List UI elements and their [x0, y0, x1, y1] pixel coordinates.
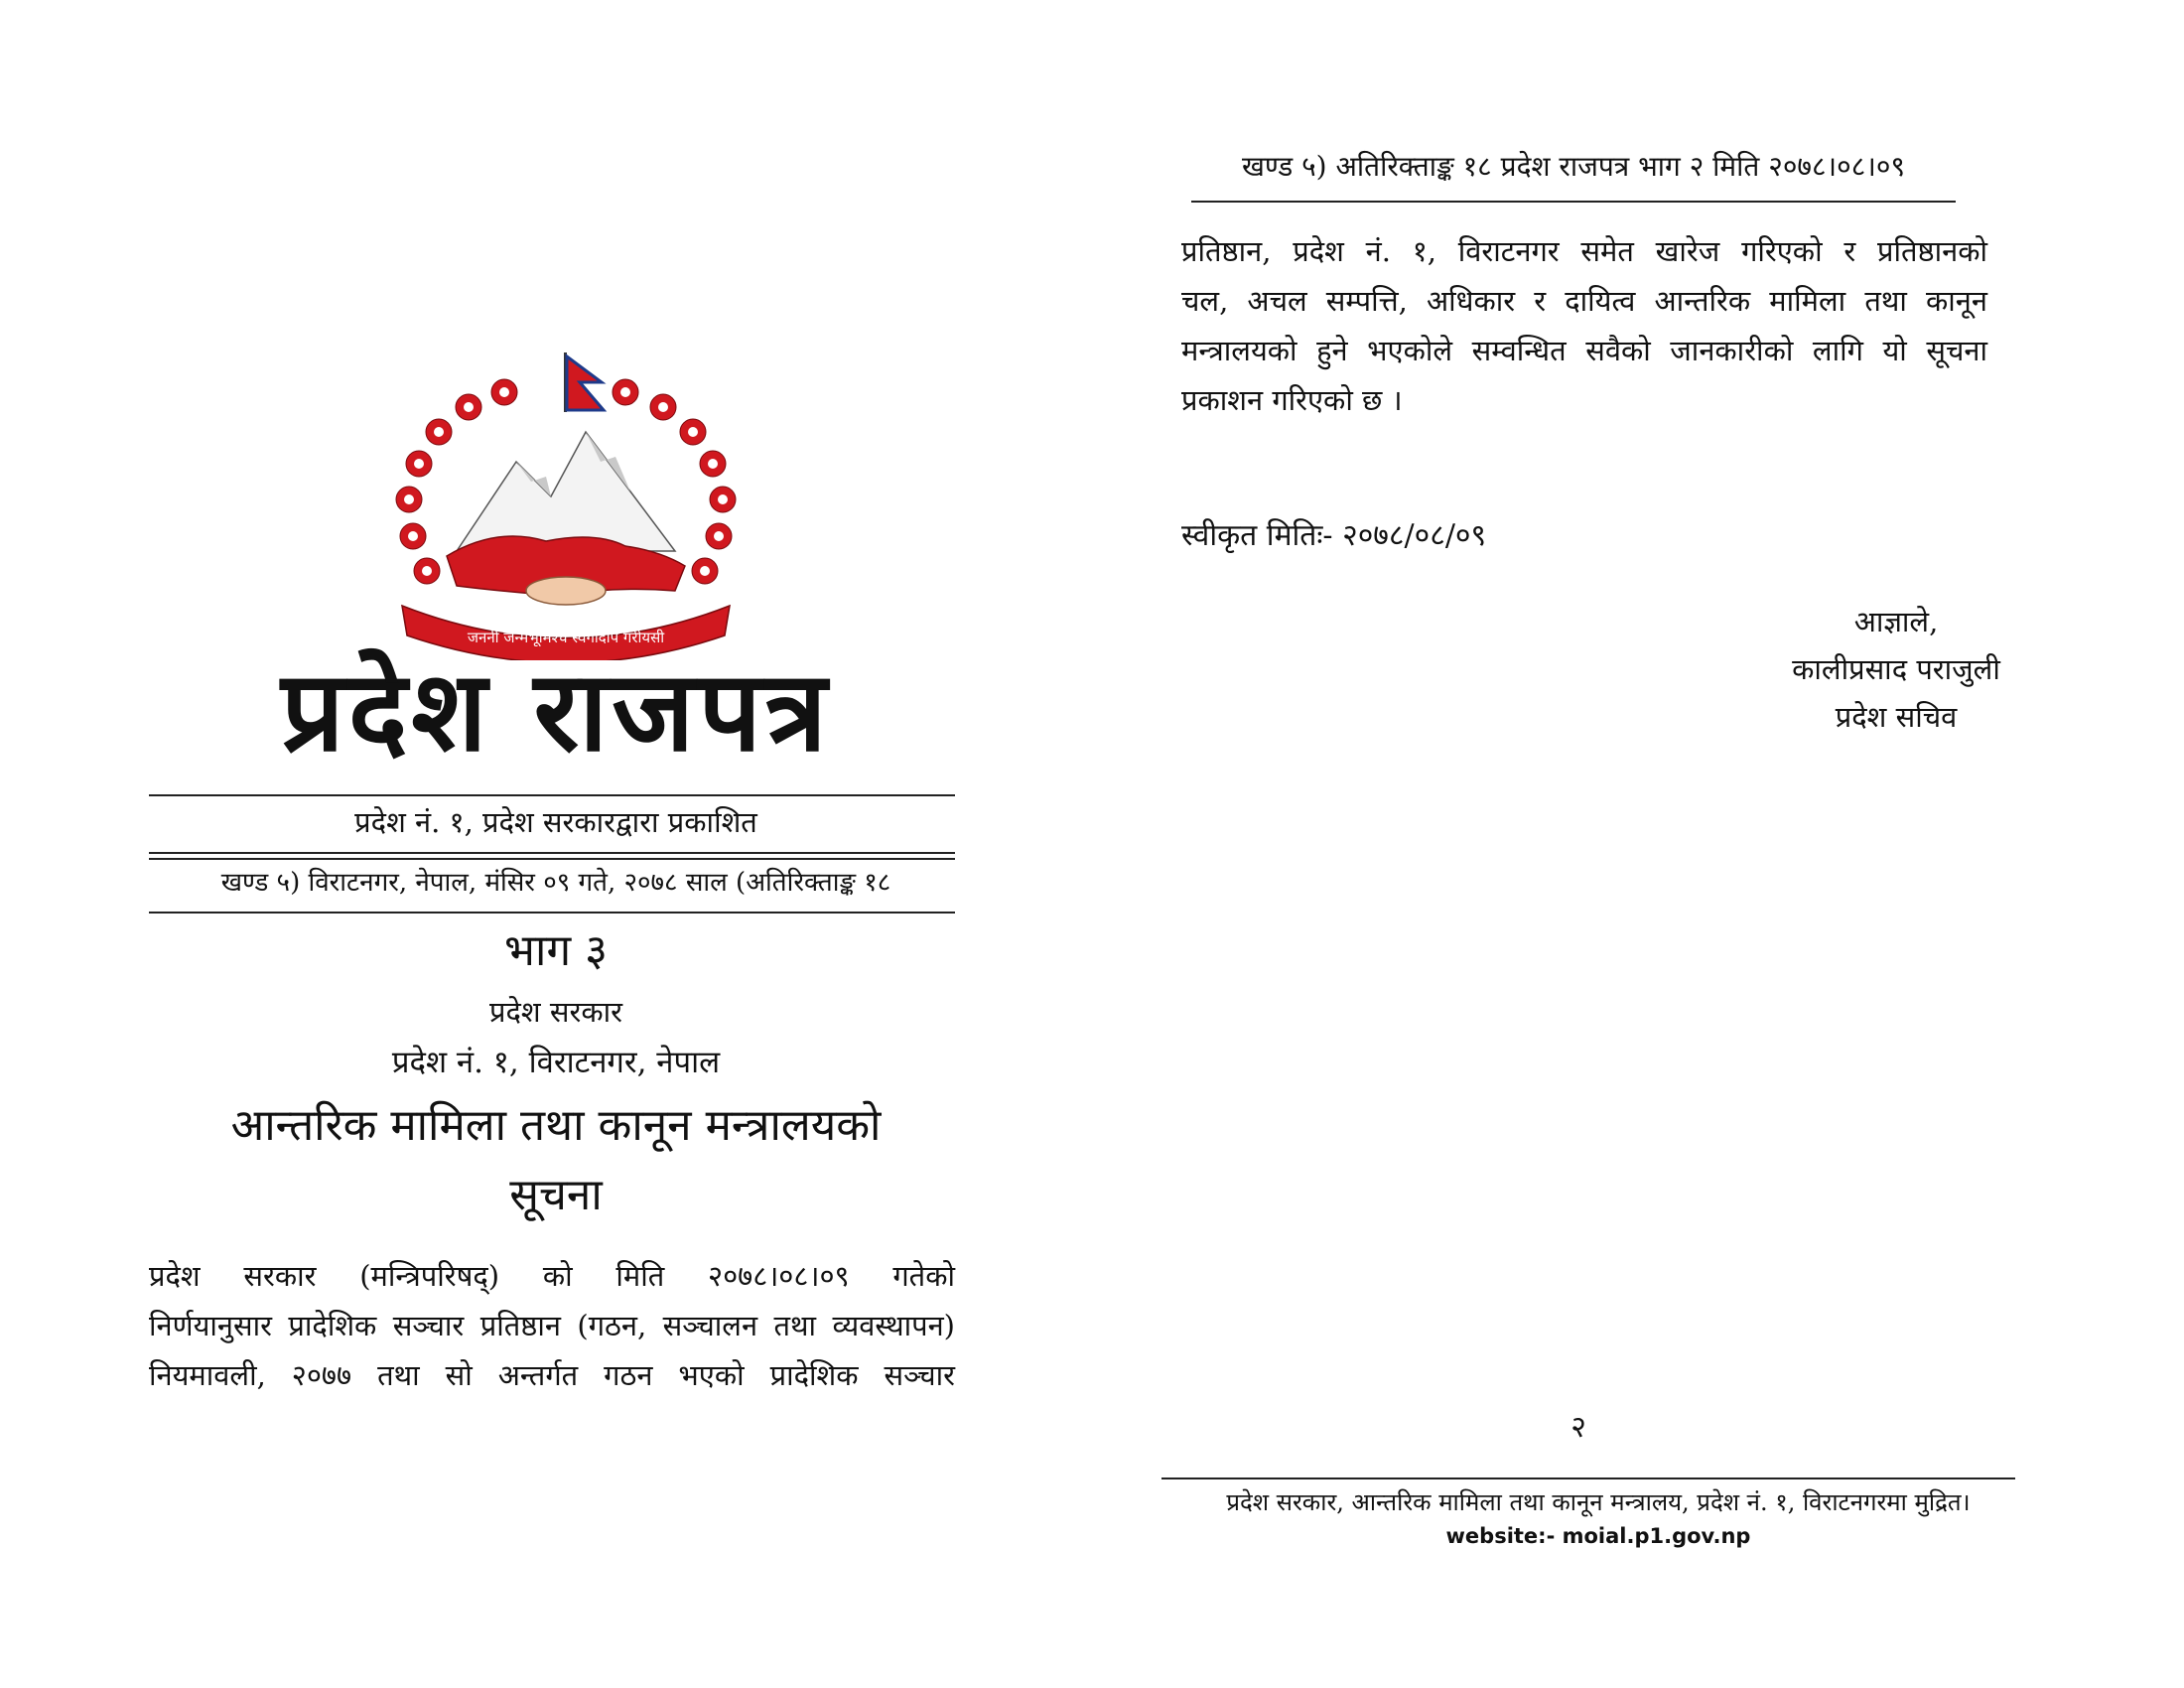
ministry-name: आन्तरिक मामिला तथा कानून मन्त्रालयको [230, 1100, 882, 1151]
footer-rule [1161, 1477, 2015, 1479]
print-footer: प्रदेश सरकार, आन्तरिक मामिला तथा कानून मन्त्रालय, प्रदेश नं. १, विराटनगरमा मुद्रित। [1226, 1488, 1971, 1516]
running-header: खण्ड ५) अतिरिक्ताङ्क १८ प्रदेश राजपत्र भाग २ मिति २०७८।०८।०९ [1242, 150, 1905, 183]
approved-date: स्वीकृत मितिः- २०७८/०८/०९ [1181, 518, 1487, 553]
body-line: प्रदेश सरकार (मन्त्रिपरिषद्) को मिति २०७८।०८।०९ गतेको [149, 1259, 955, 1293]
notice-heading: सूचना [509, 1170, 603, 1220]
header-rule [1191, 201, 1956, 203]
body-line: चल, अचल सम्पत्ति, अधिकार र दायित्व आन्तरिक मामिला तथा कानून [1181, 284, 1987, 318]
body-line: प्रकाशन गरिएको छ । [1181, 383, 1403, 417]
volume-line: खण्ड ५) विराटनगर, नेपाल, मंसिर ०९ गते, २०७८ साल (अतिरिक्ताङ्क १८ [220, 868, 891, 898]
divider [149, 858, 955, 860]
part-number: भाग ३ [504, 925, 608, 976]
body-line: नियमावली, २०७७ तथा सो अन्तर्गत गठन भएको प्रादेशिक सञ्चार [149, 1358, 955, 1392]
signature-block [1688, 598, 2105, 741]
by-order: आज्ञाले, [1853, 605, 1939, 638]
divider [149, 912, 955, 914]
government-address: प्रदेश नं. १, विराटनगर, नेपाल [391, 1045, 721, 1080]
body-line: निर्णयानुसार प्रादेशिक सञ्चार प्रतिष्ठान (गठन, सञ्चालन तथा व्यवस्थापन) [149, 1309, 955, 1342]
signatory-designation: प्रदेश सचिव [1835, 700, 1958, 734]
signatory-name: कालीप्रसाद पराजुली [1792, 652, 2000, 686]
publisher-line: प्रदेश नं. १, प्रदेश सरकारद्वारा प्रकाशित [354, 805, 757, 839]
gazette-title: प्रदेश राजपत्र [281, 646, 831, 776]
website-link[interactable]: website:- moial.p1.gov.np [1445, 1524, 1751, 1548]
emblem-motto: जननी जन्मभूमिश्च स्वर्गादपि गरीयसी [467, 629, 665, 646]
divider [149, 794, 955, 796]
notice-body-left [149, 1251, 955, 1400]
government-name: प्रदेश सरकार [489, 995, 622, 1029]
notice-body-right [1181, 226, 1987, 425]
nepal-emblem-icon [377, 352, 754, 660]
divider [149, 852, 955, 854]
page-number: २ [1570, 1410, 1586, 1445]
body-line: प्रतिष्ठान, प्रदेश नं. १, विराटनगर समेत खारेज गरिएको र प्रतिष्ठानको [1181, 234, 1987, 268]
body-line: मन्त्रालयको हुने भएकोले सम्वन्धित सवैको जानकारीको लागि यो सूचना [1181, 334, 1987, 367]
